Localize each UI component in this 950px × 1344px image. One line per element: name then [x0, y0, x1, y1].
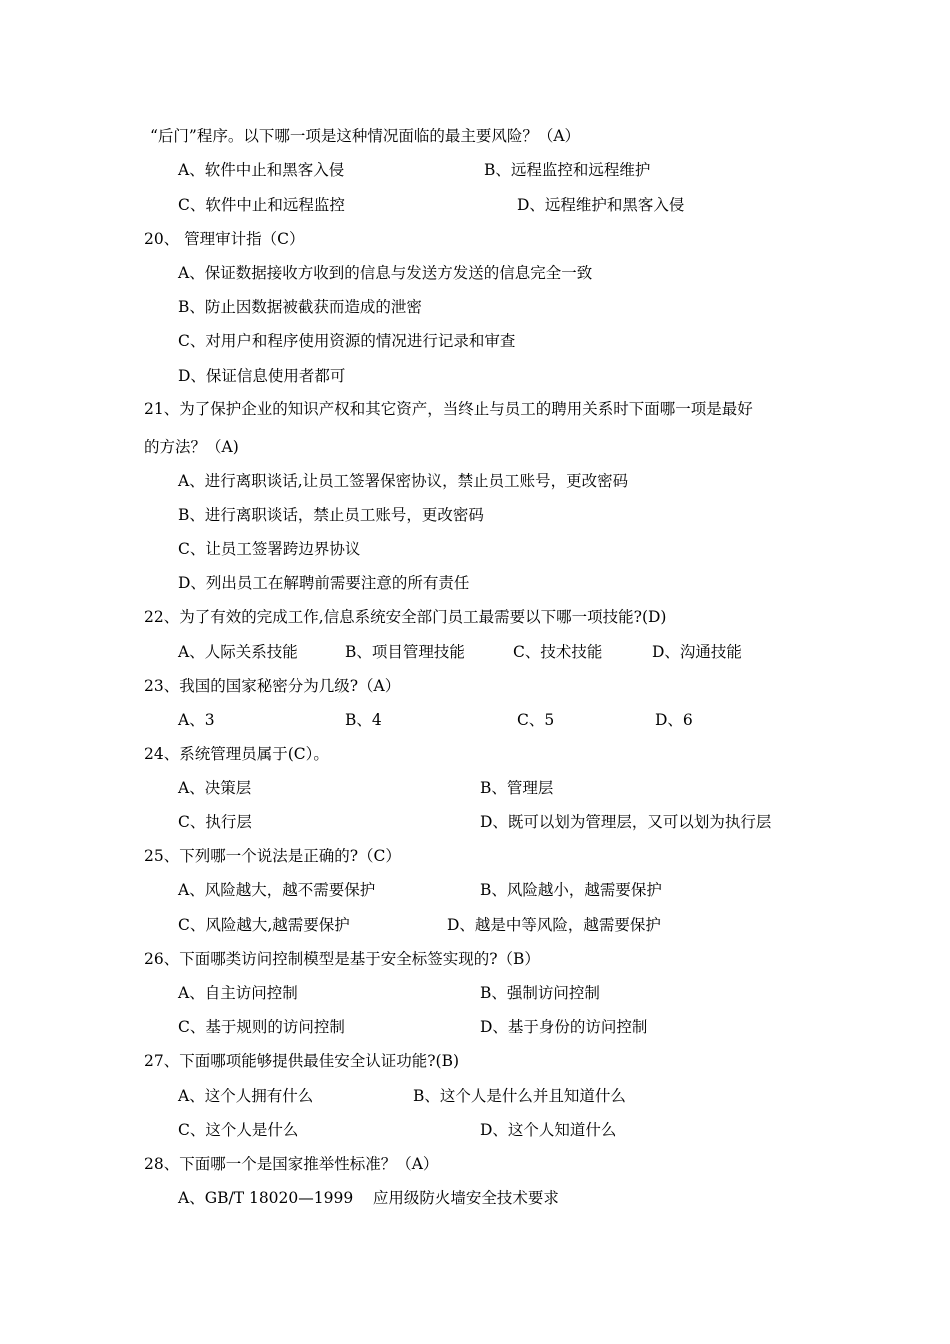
question-27: 27、下面哪项能够提供最佳安全认证功能?(B) — [144, 1052, 460, 1070]
q27-option-d: D、这个人知道什么 — [480, 1121, 617, 1139]
q28-option-a: A、GB/T 18020—1999 应用级防火墙安全技术要求 — [178, 1189, 559, 1207]
q25-option-a: A、风险越大，越不需要保护 — [178, 881, 376, 899]
q23-option-c: C、5 — [517, 711, 555, 729]
q27-option-b: B、这个人是什么并且知道什么 — [413, 1087, 626, 1105]
question-20: 20、 管理审计指（C） — [144, 230, 305, 248]
q19-option-a: A、软件中止和黑客入侵 — [178, 161, 345, 179]
question-28: 28、下面哪一个是国家推举性标准？（A） — [144, 1155, 439, 1173]
q27-option-a: A、这个人拥有什么 — [178, 1087, 314, 1105]
question-21: 21、为了保护企业的知识产权和其它资产，当终止与员工的聘用关系时下面哪一项是最好 — [144, 400, 753, 418]
q22-option-d: D、沟通技能 — [652, 643, 742, 661]
q22-option-b: B、项目管理技能 — [345, 643, 465, 661]
q19-option-d: D、远程维护和黑客入侵 — [517, 196, 685, 214]
q21-option-b: B、进行离职谈话，禁止员工账号，更改密码 — [178, 506, 484, 524]
question-26: 26、下面哪类访问控制模型是基于安全标签实现的?（B） — [144, 950, 540, 968]
q21-option-c: C、让员工签署跨边界协议 — [178, 540, 361, 558]
q24-option-d: D、既可以划为管理层，又可以划为执行层 — [480, 813, 772, 831]
q26-option-a: A、自主访问控制 — [178, 984, 298, 1002]
q20-option-b: B、防止因数据被截获而造成的泄密 — [178, 298, 422, 316]
q24-option-c: C、执行层 — [178, 813, 252, 831]
q25-option-d: D、越是中等风险，越需要保护 — [447, 916, 661, 934]
q25-option-b: B、风险越小，越需要保护 — [480, 881, 662, 899]
q19-option-b: B、远程监控和远程维护 — [484, 161, 651, 179]
q22-option-a: A、人际关系技能 — [178, 643, 298, 661]
q24-option-b: B、管理层 — [480, 779, 554, 797]
question-22: 22、为了有效的完成工作,信息系统安全部门员工最需要以下哪一项技能?(D) — [144, 608, 667, 626]
q26-option-b: B、强制访问控制 — [480, 984, 600, 1002]
question-23: 23、我国的国家秘密分为几级?（A） — [144, 677, 401, 695]
q20-option-d: D、保证信息使用者都可 — [178, 367, 346, 385]
q23-option-a: A、3 — [178, 711, 215, 729]
q26-option-d: D、基于身份的访问控制 — [480, 1018, 648, 1036]
q23-option-d: D、6 — [655, 711, 693, 729]
q19-option-c: C、软件中止和远程监控 — [178, 196, 345, 214]
q23-option-b: B、4 — [345, 711, 382, 729]
q24-option-a: A、决策层 — [178, 779, 252, 797]
q25-option-c: C、风险越大,越需要保护 — [178, 916, 350, 934]
q26-option-c: C、基于规则的访问控制 — [178, 1018, 345, 1036]
q21-option-a: A、进行离职谈话,让员工签署保密协议，禁止员工账号，更改密码 — [178, 472, 629, 490]
question-19-continuation: “后门”程序。以下哪一项是这种情况面临的最主要风险？（A） — [150, 127, 581, 145]
question-21-continuation: 的方法？（A) — [144, 438, 239, 456]
question-24: 24、系统管理员属于(C）。 — [144, 745, 329, 763]
q20-option-a: A、保证数据接收方收到的信息与发送方发送的信息完全一致 — [178, 264, 593, 282]
q27-option-c: C、这个人是什么 — [178, 1121, 299, 1139]
question-25: 25、下列哪一个说法是正确的?（C） — [144, 847, 401, 865]
q22-option-c: C、技术技能 — [513, 643, 603, 661]
q21-option-d: D、列出员工在解聘前需要注意的所有责任 — [178, 574, 470, 592]
q20-option-c: C、对用户和程序使用资源的情况进行记录和审查 — [178, 332, 516, 350]
